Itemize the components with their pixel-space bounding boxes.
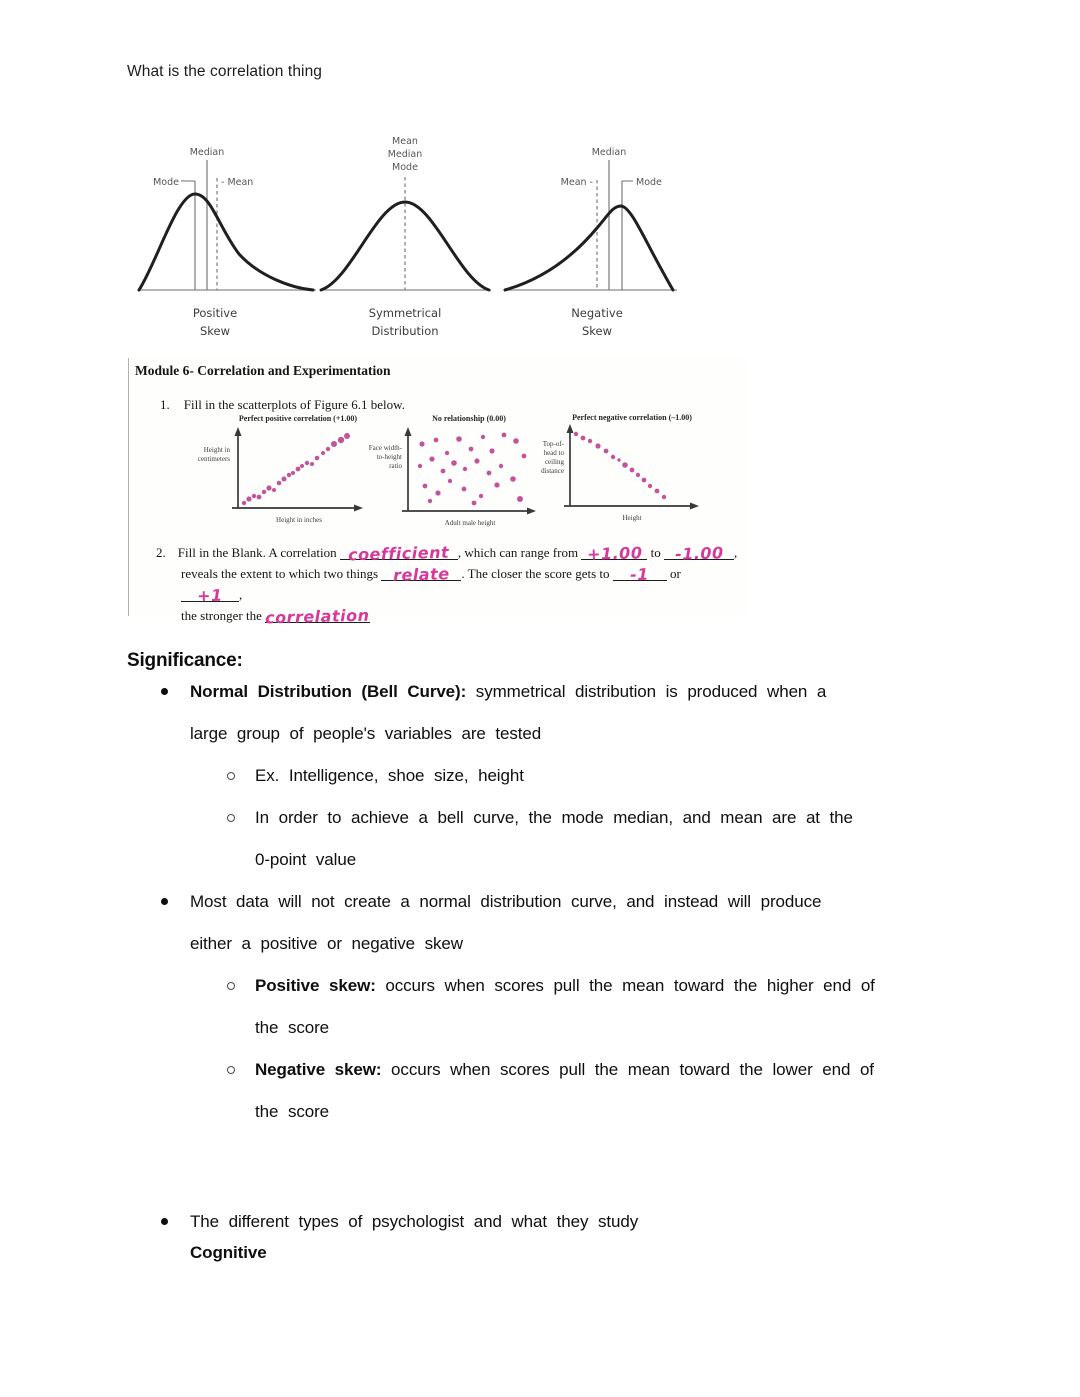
significance-heading: Significance: <box>127 650 243 671</box>
sub-bullet-positive-skew <box>127 965 955 1049</box>
bullet-text: the score <box>255 1018 330 1037</box>
scatterplots-figure <box>184 410 744 532</box>
plot2-ylabel3: ratio <box>389 462 402 470</box>
sub-bullet-bell-curve <box>127 797 955 881</box>
q2-text: Fill in the Blank. A correlation <box>177 545 337 560</box>
handwritten-answer: relate <box>392 564 450 585</box>
blank-minus-one <box>664 543 734 564</box>
bullet-text: occurs when scores pull the mean toward the lower end of <box>381 1060 874 1079</box>
mode-label-3: Mode <box>636 177 662 188</box>
plot3-ylabel: Top-of- <box>542 440 564 448</box>
q2-line-1 <box>156 542 741 563</box>
handwritten-answer: +1 <box>197 585 224 606</box>
bullet-text: 0-point value <box>255 850 357 869</box>
q2-text: , which can range from <box>457 545 579 560</box>
plot3-yarrow <box>567 424 574 433</box>
plot1-title: Perfect positive correlation (+1.00) <box>238 414 358 423</box>
bullet-text: occurs when scores pull the mean toward the higher end of <box>375 976 875 995</box>
distribution-curves-figure <box>135 130 683 342</box>
plot3-ylabel4: distance <box>541 467 564 475</box>
bullet-icon <box>161 898 168 905</box>
blank-coefficient <box>340 542 458 565</box>
caption-2b: Distribution <box>371 324 439 338</box>
mean-label-3: Mean - <box>560 177 593 188</box>
bullet-icon <box>161 688 168 695</box>
blank-pos1 <box>181 585 239 606</box>
blank-relate <box>381 564 461 585</box>
q2-text: , <box>239 587 243 602</box>
plot2-yarrow <box>405 427 412 436</box>
q2-text: to <box>650 545 661 560</box>
q2-number: 2. <box>156 545 166 560</box>
plot3-xarrow <box>690 503 699 510</box>
blank-neg1 <box>613 564 667 585</box>
bullet-lead: Positive skew: <box>255 976 376 995</box>
mode-label-1: Mode <box>153 177 179 188</box>
blank-correlation <box>264 605 370 628</box>
median-label-2: Median <box>387 149 423 160</box>
plot3-axes <box>564 431 692 506</box>
bullet-text: In order to achieve a bell curve, the mode median, and mean are at the <box>255 808 853 827</box>
plot1-yarrow <box>235 427 242 436</box>
plot3-xlabel: Height <box>622 514 642 522</box>
caption-3a: Negative <box>571 306 623 320</box>
bullet-lead: Normal Distribution (Bell Curve): <box>190 682 467 701</box>
median-label-3: Median <box>591 147 627 158</box>
mean-label-2: Mean <box>392 136 418 147</box>
worksheet-heading: Module 6- Correlation and Experimentation <box>135 363 391 378</box>
handwritten-answer: -1.00 <box>674 543 724 564</box>
worksheet-image <box>128 358 747 628</box>
plot2-dots <box>418 433 527 506</box>
plot1-ylabel: Height in <box>203 446 230 454</box>
mean-label-1: - Mean <box>221 177 254 188</box>
plot1-ylabel2: centimeters <box>197 455 230 463</box>
bullet-text: The different types of psychologist and what they study <box>190 1212 639 1231</box>
q2-text: the stronger the <box>181 608 262 623</box>
question-1-text: Fill in the scatterplots of Figure 6.1 below. <box>183 397 405 412</box>
bullet-types-of-psychologist <box>127 1206 955 1268</box>
circle-bullet-icon <box>227 814 235 822</box>
q2-text: , <box>733 545 738 560</box>
handwritten-answer: correlation <box>264 605 370 628</box>
plot3-title: Perfect negative correlation (–1.00) <box>572 413 692 422</box>
mode-line-3 <box>622 181 633 290</box>
caption-2a: Symmetrical <box>368 306 442 320</box>
q2-text: or <box>670 566 681 581</box>
plot2-xarrow <box>527 508 536 515</box>
q2-text: reveals the extent to which two things <box>181 566 379 581</box>
plot1-axes <box>232 434 356 508</box>
circle-bullet-icon <box>227 982 235 990</box>
plot2-ylabel: Face width- <box>368 444 402 452</box>
bullet-icon <box>161 1218 168 1225</box>
positive-skew-curve <box>139 194 313 290</box>
caption-1a: Positive <box>192 306 238 320</box>
circle-bullet-icon <box>227 772 235 780</box>
bullet-text: Ex. Intelligence, shoe size, height <box>255 766 524 785</box>
caption-1b: Skew <box>199 324 231 338</box>
bullet-text-bold: Cognitive <box>190 1243 267 1262</box>
handwritten-answer: +1.00 <box>586 543 643 564</box>
median-label-1: Median <box>189 147 225 158</box>
mode-label-2: Mode <box>392 162 418 173</box>
plot1-xarrow <box>354 505 363 512</box>
plot3-dots <box>574 432 666 499</box>
handwritten-answer: -1 <box>630 564 650 585</box>
question-1-number: 1. <box>160 397 170 412</box>
page-title: What is the correlation thing <box>127 63 323 80</box>
plot3-ylabel3: ceiling <box>544 458 564 466</box>
plot2-title: No relationship (0.00) <box>432 414 506 423</box>
bullet-text: the score <box>255 1102 330 1121</box>
bullet-text: either a positive or negative skew <box>190 934 463 953</box>
sub-bullet-examples <box>127 755 955 797</box>
bullet-most-data <box>127 881 955 965</box>
caption-3b: Skew <box>581 324 613 338</box>
plot1-dots <box>242 433 350 505</box>
plot2-xlabel: Adult male height <box>444 519 496 527</box>
question-2 <box>156 542 741 626</box>
handwritten-answer: coefficient <box>348 542 450 565</box>
significance-list <box>127 671 955 1133</box>
bullet-text: symmetrical distribution is produced when a <box>466 682 827 701</box>
negative-skew-curve <box>505 206 673 290</box>
bullet-text: Most data will not create a normal distribution curve, and instead will produce <box>190 892 822 911</box>
q2-text: . The closer the score gets to <box>461 566 610 581</box>
bullet-normal-distribution <box>127 671 955 755</box>
plot2-ylabel2: to-height <box>376 453 402 461</box>
q2-line-3 <box>181 605 741 626</box>
bullet-text: large group of people's variables are tested <box>190 724 542 743</box>
bullet-lead: Negative skew: <box>255 1060 382 1079</box>
plot1-xlabel: Height in inches <box>276 516 322 524</box>
sub-bullet-negative-skew <box>127 1049 955 1133</box>
q2-line-2 <box>181 563 741 605</box>
plot3-ylabel2: head to <box>543 449 564 457</box>
blank-plus-one <box>581 543 647 564</box>
circle-bullet-icon <box>227 1066 235 1074</box>
